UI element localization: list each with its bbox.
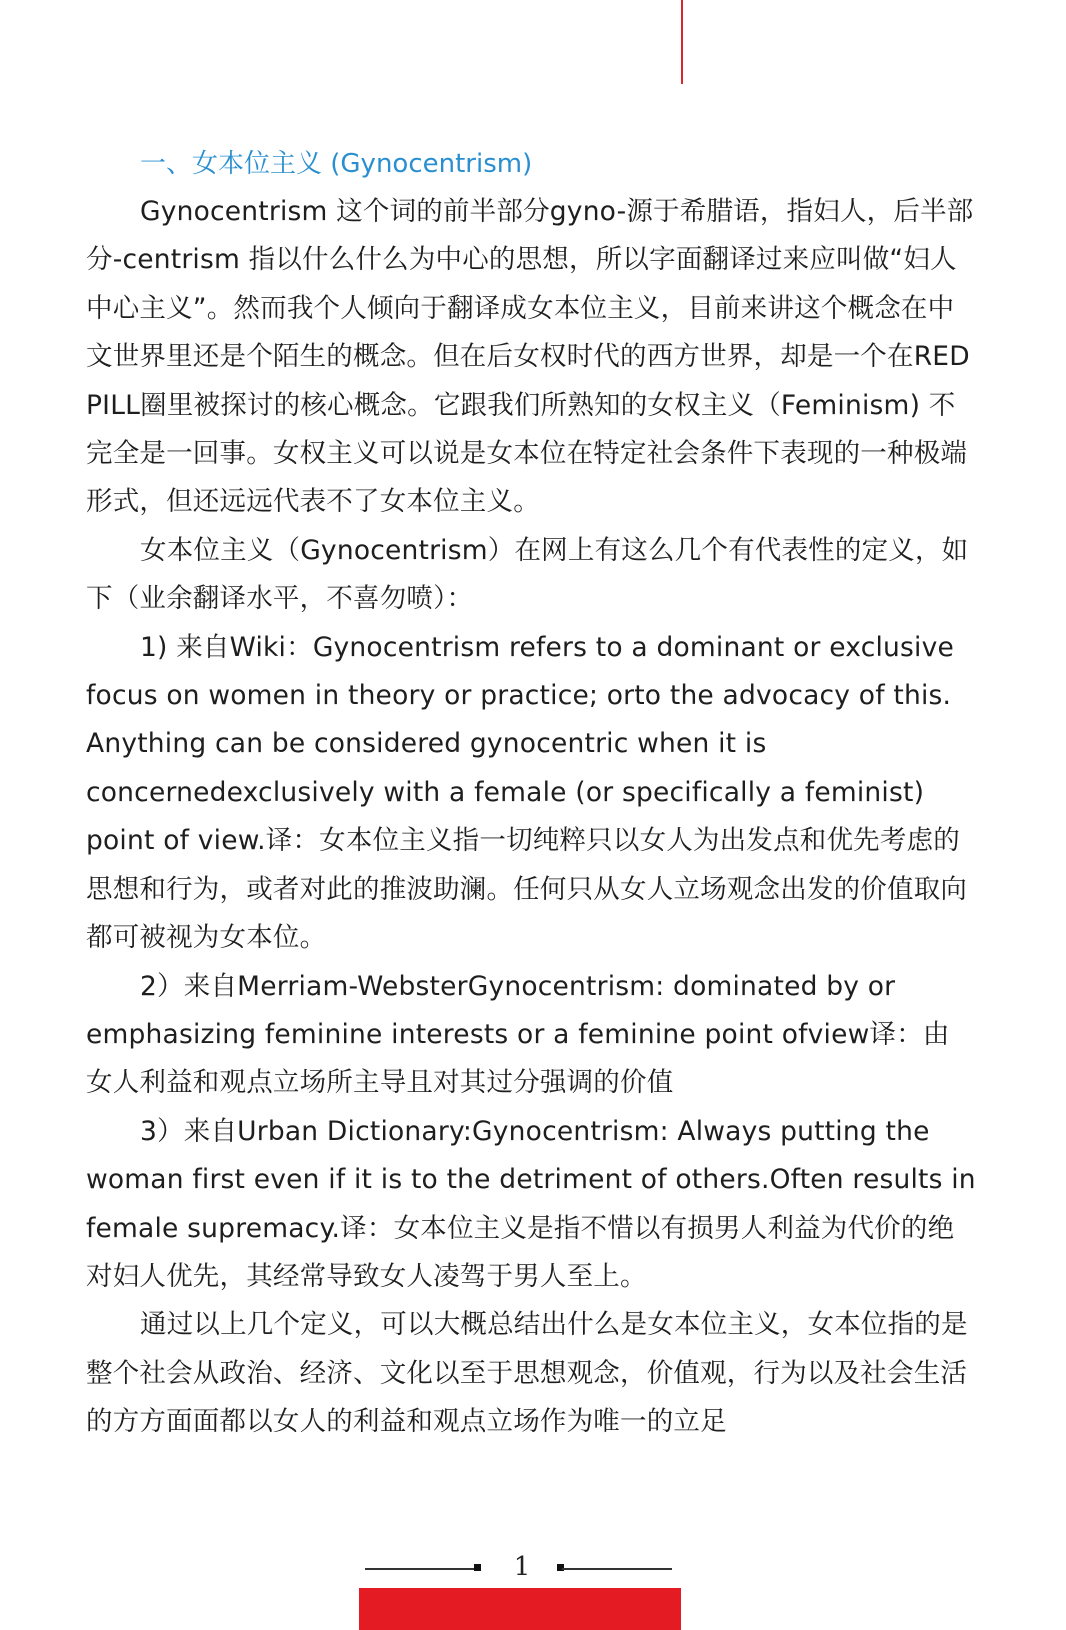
top-red-rule: [681, 0, 683, 84]
page-number: 1: [513, 1552, 531, 1582]
document-body: [86, 140, 976, 1447]
paragraph-definitions-lead: 女本位主义（Gynocentrism）在网上有这么几个有代表性的定义，如下（业余翻译水平，不喜勿喷）：: [86, 534, 969, 615]
page-footer: [0, 1548, 1066, 1588]
footer-rule-right: [562, 1568, 672, 1570]
paragraph-definition-wiki: 1) 来自Wiki：Gynocentrism refers to a dominant or exclusive focus on women in theory or practice; orto the advocacy of this. Anything can be considered gynocentric when it is concernedexclusively with a female (or specifically a feminist) point of view.译：女本位主义指一切纯粹只以女人为出发点和优先考虑的思想和行为，或者对此的推波助澜。任何只从女人立场观念出发的价值取向都可被视为女本位。: [86, 631, 968, 954]
paragraph-definition-merriam-webster: 2）来自Merriam-WebsterGynocentrism: dominated by or emphasizing feminine interests or a feminine point ofview译：由女人利益和观点立场所主导且对其过分强调的价值: [86, 970, 950, 1099]
bottom-red-block: [359, 1588, 681, 1630]
footer-square-left-icon: [474, 1564, 481, 1571]
section-heading: 一、女本位主义 (Gynocentrism): [140, 149, 533, 179]
footer-rule-left: [365, 1568, 477, 1570]
paragraph-summary: 通过以上几个定义，可以大概总结出什么是女本位主义，女本位指的是整个社会从政治、经济、文化以至于思想观念，价值观，行为以及社会生活的方方面面都以女人的利益和观点立场作为唯一的立足: [86, 1309, 968, 1438]
paragraph-intro: Gynocentrism 这个词的前半部分gyno-源于希腊语，指妇人，后半部分-centrism 指以什么什么为中心的思想，所以字面翻译过来应叫做“妇人中心主义”。然而我个人倾向于翻译成女本位主义，目前来讲这个概念在中文世界里还是个陌生的概念。但在后女权时代的西方世界，却是一个在RED PILL圈里被探讨的核心概念。它跟我们所熟知的女权主义（Feminism) 不完全是一回事。女权主义可以说是女本位在特定社会条件下表现的一种极端形式，但还远远代表不了女本位主义。: [86, 196, 974, 518]
paragraph-definition-urban-dictionary: 3）来自Urban Dictionary:Gynocentrism: Always putting the woman first even if it is to the detriment of others.Often results in female supremacy.译：女本位主义是指不惜以有损男人利益为代价的绝对妇人优先，其经常导致女人凌驾于男人至上。: [86, 1115, 976, 1292]
